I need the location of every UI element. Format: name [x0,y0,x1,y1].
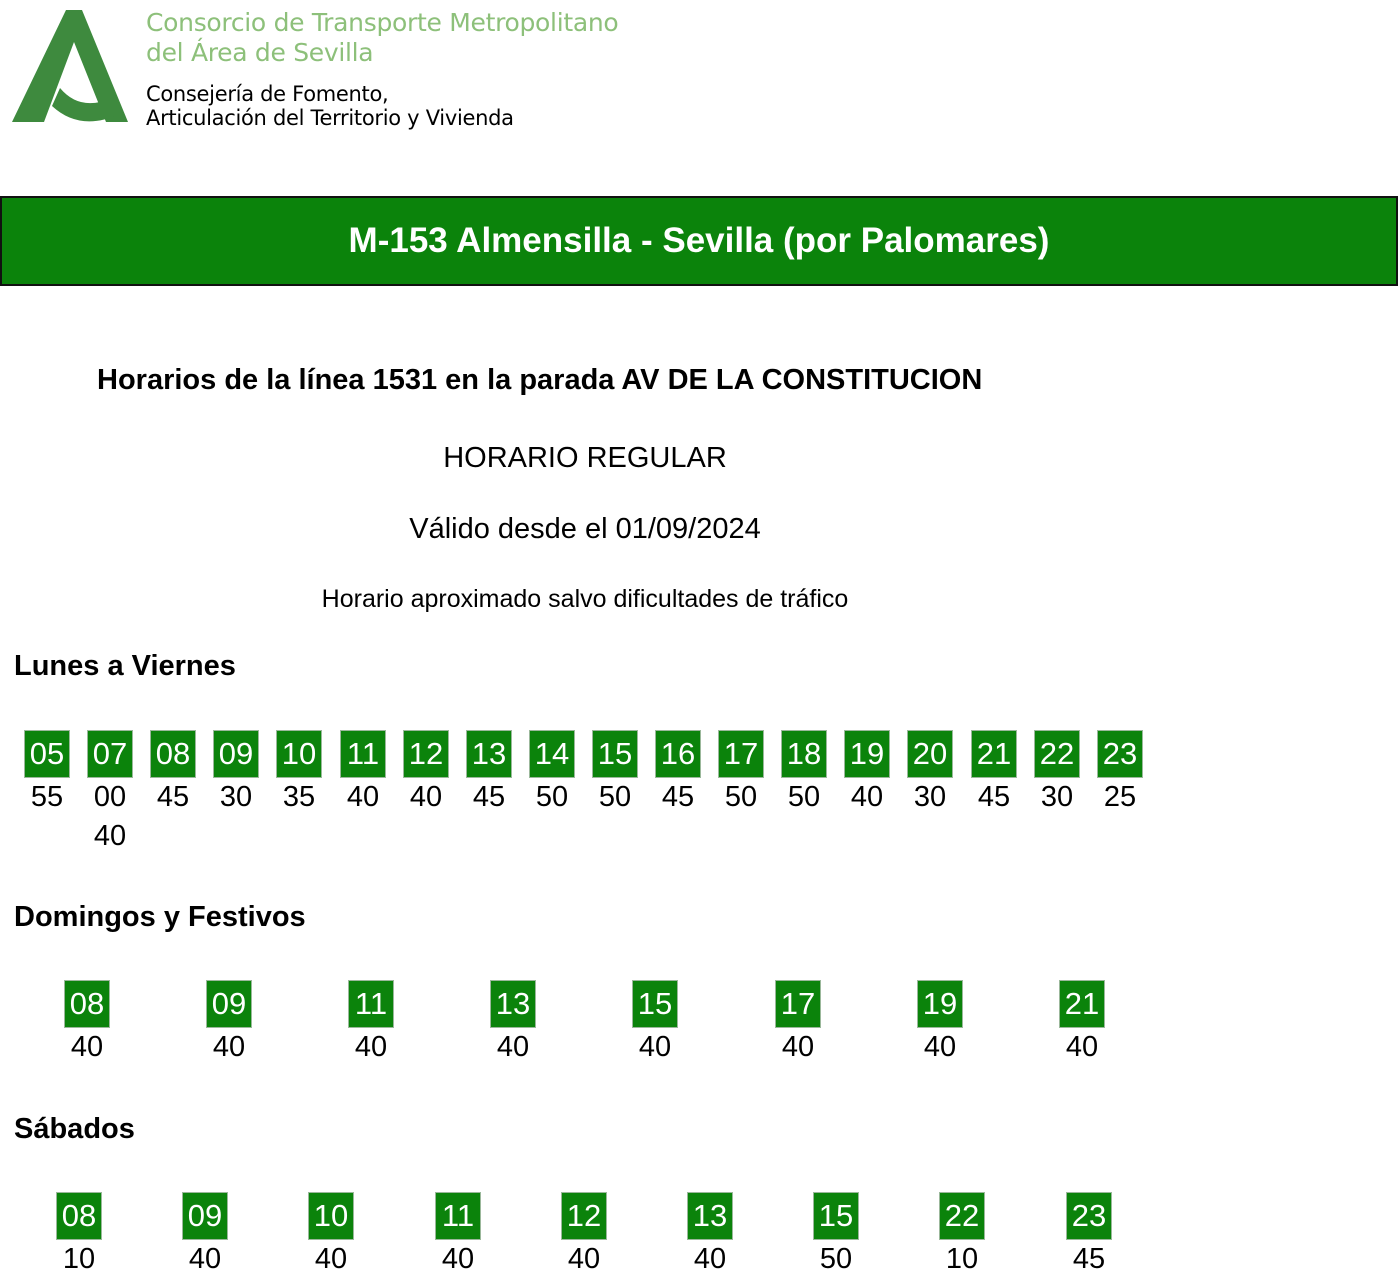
hour-badge: 10 [276,730,322,778]
hour-column [490,980,536,1067]
hour-column [403,730,449,817]
hour-column [206,980,252,1067]
hour-badge: 15 [632,980,678,1028]
hour-column [182,1192,228,1279]
department-line2: Articulación del Territorio y Vivienda [146,106,514,130]
departure-minute: 40 [496,1031,530,1063]
hour-column [971,730,1017,817]
departure-minute: 45 [156,781,190,813]
hour-column [813,1192,859,1279]
departure-minute: 25 [1103,781,1137,813]
hour-column [655,730,701,817]
departure-minute: 40 [409,781,443,813]
org-name-line1: Consorcio de Transporte Metropolitano [146,8,619,37]
hour-column [907,730,953,817]
route-title: M-153 Almensilla - Sevilla (por Palomares) [348,221,1050,260]
hour-column [348,980,394,1067]
departure-minute: 40 [850,781,884,813]
hour-column [1066,1192,1112,1279]
departure-minute: 10 [62,1243,96,1275]
departure-minute: 50 [724,781,758,813]
hour-column [632,980,678,1067]
hour-column [592,730,638,817]
hour-badge: 13 [466,730,512,778]
departure-minute: 40 [212,1031,246,1063]
hour-badge: 23 [1066,1192,1112,1240]
hour-badge: 20 [907,730,953,778]
departure-minute: 40 [1065,1031,1099,1063]
hour-badge: 13 [687,1192,733,1240]
section-title-lunes-viernes: Lunes a Viernes [14,650,236,682]
hour-column [1034,730,1080,817]
traffic-note: Horario aproximado salvo dificultades de tráfico [321,585,849,613]
route-banner [0,196,1398,286]
hour-column [844,730,890,817]
junta-andalucia-logo-icon [10,10,132,126]
hour-column [1097,730,1143,817]
hour-column [56,1192,102,1279]
hour-column [781,730,827,817]
hour-badge: 13 [490,980,536,1028]
hour-badge: 11 [340,730,386,778]
stop-title: Horarios de la línea 1531 en la parada AV DE LA CONSTITUCION [97,364,983,396]
departure-minute: 40 [923,1031,957,1063]
hour-column [561,1192,607,1279]
valid-from-date: Válido desde el 01/09/2024 [409,513,761,545]
hour-badge: 23 [1097,730,1143,778]
hour-badge: 21 [971,730,1017,778]
hour-badge: 11 [348,980,394,1028]
departure-minute: 40 [781,1031,815,1063]
departure-minute: 40 [441,1243,475,1275]
department-line1: Consejería de Fomento, [146,82,389,106]
departure-minute: 55 [30,781,64,813]
departure-minute: 40 [314,1243,348,1275]
hour-badge: 17 [718,730,764,778]
hour-column [435,1192,481,1279]
departure-minute: 40 [70,1031,104,1063]
hour-column [24,730,70,817]
departure-minute: 35 [282,781,316,813]
hour-column [64,980,110,1067]
departure-minute: 40 [567,1243,601,1275]
hour-column [276,730,322,817]
hour-badge: 07 [87,730,133,778]
departure-minute: 45 [977,781,1011,813]
departure-minute: 00 [93,781,127,813]
departure-minute: 30 [1040,781,1074,813]
departure-minute: 40 [354,1031,388,1063]
hour-column [87,730,133,856]
hour-column [213,730,259,817]
hour-badge: 17 [775,980,821,1028]
hour-column [1059,980,1105,1067]
departure-minute: 10 [945,1243,979,1275]
schedule-type: HORARIO REGULAR [443,442,727,474]
hour-badge: 14 [529,730,575,778]
hour-badge: 22 [1034,730,1080,778]
hour-badge: 08 [150,730,196,778]
hour-badge: 09 [213,730,259,778]
hour-column [917,980,963,1067]
departure-minute: 45 [661,781,695,813]
hour-badge: 22 [939,1192,985,1240]
section-title-domingos-festivos: Domingos y Festivos [14,901,306,933]
hour-column [340,730,386,817]
section-title-sabados: Sábados [14,1113,135,1145]
hour-badge: 09 [182,1192,228,1240]
hour-column [466,730,512,817]
departure-minute: 40 [346,781,380,813]
hour-badge: 09 [206,980,252,1028]
hour-column [529,730,575,817]
departure-minute: 45 [472,781,506,813]
hour-badge: 12 [403,730,449,778]
hour-column [687,1192,733,1279]
hour-badge: 15 [813,1192,859,1240]
hour-badge: 08 [64,980,110,1028]
hour-column [718,730,764,817]
hour-column [775,980,821,1067]
hour-badge: 15 [592,730,638,778]
departure-minute: 50 [787,781,821,813]
departure-minute: 40 [693,1243,727,1275]
org-name-line2: del Área de Sevilla [146,38,374,67]
departure-minute: 30 [219,781,253,813]
departure-minute: 50 [819,1243,853,1275]
departure-minute: 30 [913,781,947,813]
departure-minute: 40 [188,1243,222,1275]
hour-column [939,1192,985,1279]
hour-column [150,730,196,817]
hour-badge: 12 [561,1192,607,1240]
departure-minute: 40 [638,1031,672,1063]
hour-badge: 19 [844,730,890,778]
departure-minute: 40 [93,820,127,852]
departure-minute: 45 [1072,1243,1106,1275]
hour-badge: 08 [56,1192,102,1240]
hour-badge: 11 [435,1192,481,1240]
hour-badge: 10 [308,1192,354,1240]
hour-badge: 19 [917,980,963,1028]
departure-minute: 50 [598,781,632,813]
hour-badge: 21 [1059,980,1105,1028]
departure-minute: 50 [535,781,569,813]
hour-column [308,1192,354,1279]
hour-badge: 05 [24,730,70,778]
hour-badge: 16 [655,730,701,778]
hour-badge: 18 [781,730,827,778]
